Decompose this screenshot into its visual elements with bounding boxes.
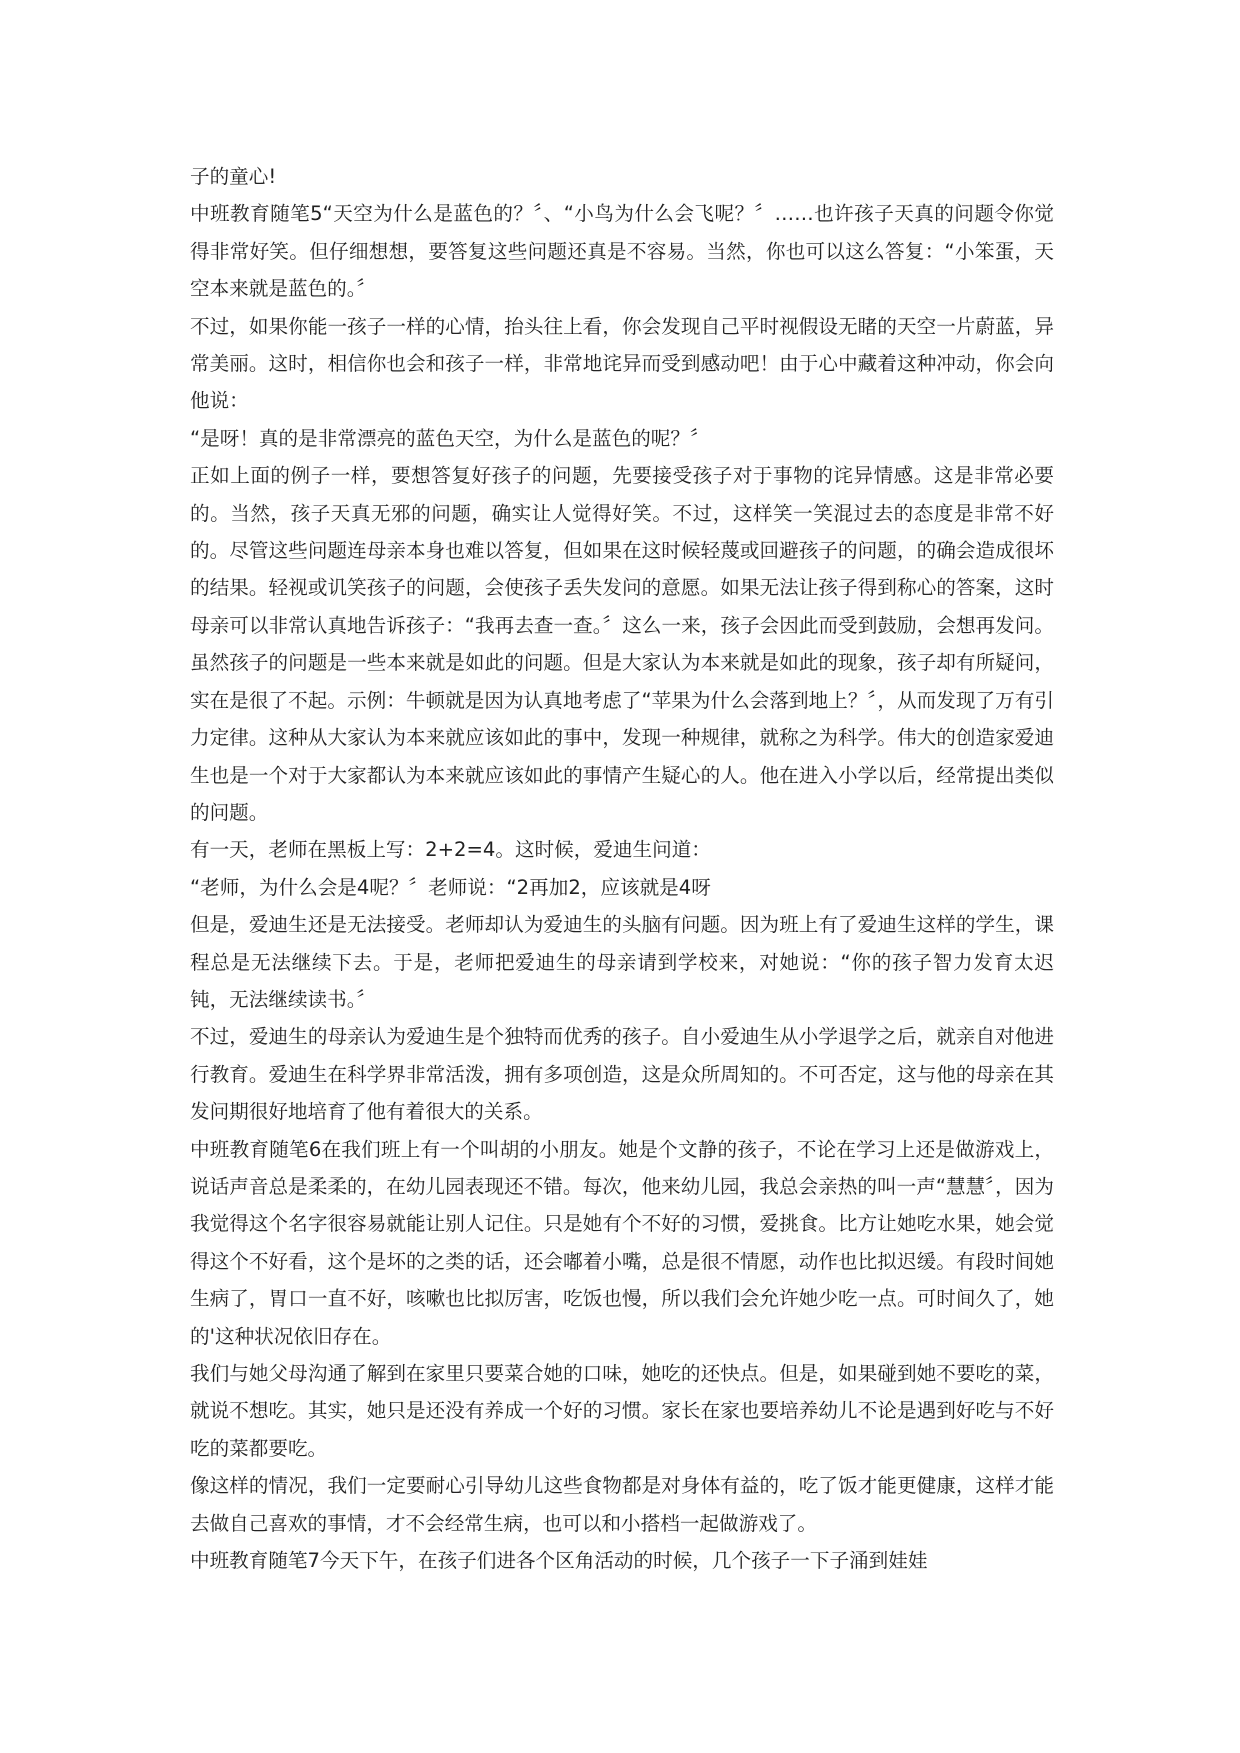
paragraph: 正如上面的例子一样，要想答复好孩子的问题，先要接受孩子对于事物的诧异情感。这是非常必要的。当然，孩子天真无邪的问题，确实让人觉得好笑。不过，这样笑一笑混过去的态度是非常不好的。尽管这些问题连母亲本身也难以答复，但如果在这时候轻蔑或回避孩子的问题，的确会造成很坏的结果。轻视或讥笑孩子的问题，会使孩子丢失发问的意愿。如果无法让孩子得到称心的答案，这时母亲可以非常认真地告诉孩子：“我再去查一查。〞这么一来，孩子会因此而受到鼓励，会想再发问。虽然孩子的问题是一些本来就是如此的问题。但是大家认为本来就是如此的现象，孩子却有所疑问，实在是很了不起。示例：牛顿就是因为认真地考虑了“苹果为什么会落到地上？〞，从而发现了万有引力定律。这种从大家认为本来就应该如此的事中，发现一种规律，就称之为科学。伟大的创造家爱迪生也是一个对于大家都认为本来就应该如此的事情产生疑心的人。他在进入小学以后，经常提出类似的问题。 [190,464,1054,824]
paragraph: 但是，爱迪生还是无法接受。老师却认为爱迪生的头脑有问题。因为班上有了爱迪生这样的学生，课程总是无法继续下去。于是，老师把爱迪生的母亲请到学校来，对她说：“你的孩子智力发育太迟钝，无法继续读书。〞 [190,913,1054,1011]
document-body [190,158,1054,1579]
paragraph: 中班教育随笔5“天空为什么是蓝色的？〞、“小鸟为什么会飞呢？〞……也许孩子天真的问题令你觉得非常好笑。但仔细想想，要答复这些问题还真是不容易。当然，你也可以这么答复：“小笨蛋，天空本来就是蓝色的。〞 [190,202,1054,301]
paragraph: “是呀！真的是非常漂亮的蓝色天空，为什么是蓝色的呢？〞 [190,426,710,450]
paragraph: 中班教育随笔7今天下午，在孩子们进各个区角活动的时候，几个孩子一下子涌到娃娃 [190,1549,928,1573]
paragraph: 我们与她父母沟通了解到在家里只要菜合她的口味，她吃的还快点。但是，如果碰到她不要吃的菜，就说不想吃。其实，她只是还没有养成一个好的习惯。家长在家也要培养幼儿不论是遇到好吃与不好吃的菜都要吃。 [190,1362,1054,1460]
paragraph: 不过，如果你能一孩子一样的心情，抬头往上看，你会发现自己平时视假设无睹的天空一片蔚蓝，异常美丽。这时，相信你也会和孩子一样，非常地诧异而受到感动吧！由于心中藏着这种冲动，你会向他说： [190,314,1054,413]
paragraph: “老师，为什么会是4呢？〞老师说：“2再加2，应该就是4呀 [190,875,711,899]
paragraph: 子的童心! [190,165,277,188]
paragraph: 不过，爱迪生的母亲认为爱迪生是个独特而优秀的孩子。自小爱迪生从小学退学之后，就亲自对他进行教育。爱迪生在科学界非常活泼，拥有多项创造，这是众所周知的。不可否定，这与他的母亲在其发问期很好地培育了他有着很大的关系。 [190,1025,1054,1124]
paragraph: 有一天，老师在黑板上写：2+2=4。这时候，爱迪生问道： [190,838,711,862]
paragraph: 像这样的情况，我们一定要耐心引导幼儿这些食物都是对身体有益的，吃了饭才能更健康，这样才能去做自己喜欢的事情，才不会经常生病，也可以和小搭档一起做游戏了。 [190,1474,1054,1535]
paragraph: 中班教育随笔6在我们班上有一个叫胡的小朋友。她是个文静的孩子，不论在学习上还是做游戏上，说话声音总是柔柔的，在幼儿园表现还不错。每次，他来幼儿园，我总会亲热的叫一声“慧慧〞，因为我觉得这个名字很容易就能让别人记住。只是她有个不好的习惯，爱挑食。比方让她吃水果，她会觉得这个不好看，这个是坏的之类的话，还会嘟着小嘴，总是很不情愿，动作也比拟迟缓。有段时间她生病了，胃口一直不好，咳嗽也比拟厉害，吃饭也慢，所以我们会允许她少吃一点。可时间久了，她的'这种状况依旧存在。 [190,1137,1054,1348]
